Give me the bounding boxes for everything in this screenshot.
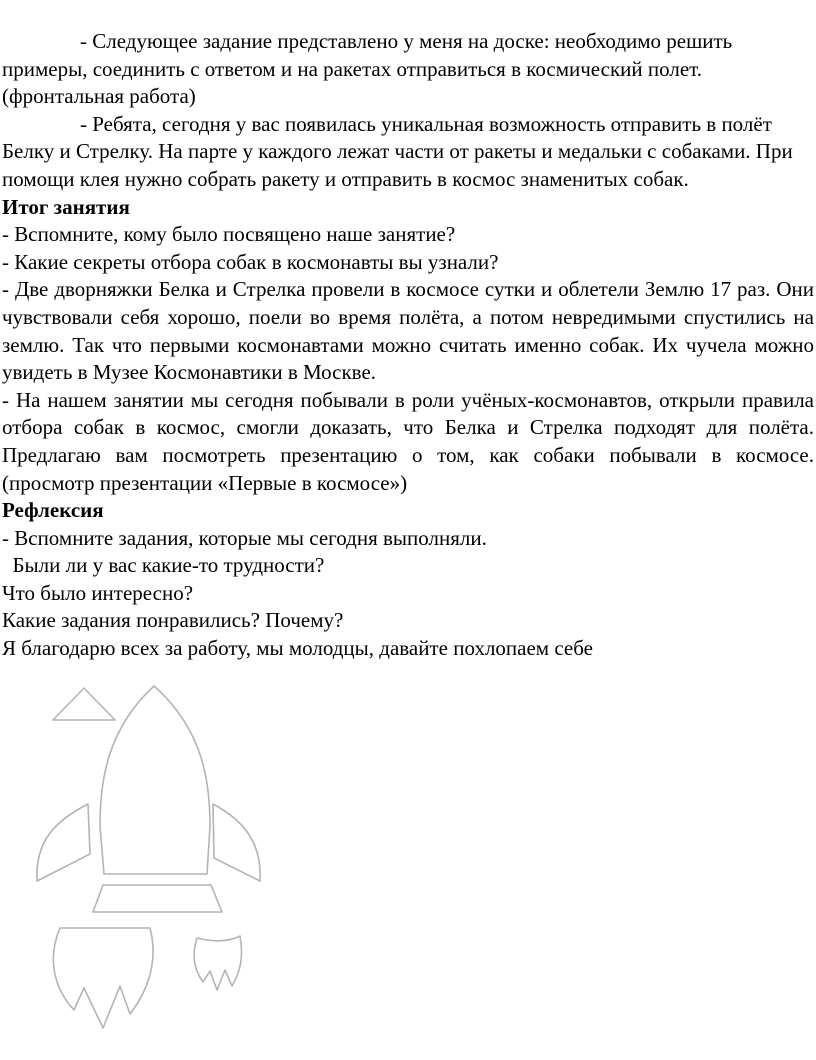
- reflection-line-5: Я благодарю всех за работу, мы молодцы, давайте похлопаем себе: [2, 636, 593, 661]
- rocket-triangle-piece: [53, 688, 115, 720]
- rocket-parts-illustration: [0, 676, 300, 1056]
- reflection-line-1: - Вспомните задания, которые мы сегодня выполняли.: [2, 525, 487, 550]
- rocket-left-fin-piece: [37, 804, 90, 881]
- summary-paragraph-lesson: - На нашем занятии мы сегодня побывали в роли учёных-космонавтов, открыли правила отбора собак в космос, смогли доказать, что Белка и Стрелка подходят для полёта. Предлагаю вам посмотреть презентацию о том, как собаки побывали в космосе. (просмотр презентации «Первые в космосе»): [2, 387, 814, 495]
- rocket-body-piece: [100, 686, 210, 874]
- reflection-line-3: Что было интересно?: [2, 580, 194, 605]
- reflection-line-4: Какие задания понравились? Почему?: [2, 608, 344, 633]
- rocket-small-flame-piece: [194, 936, 242, 990]
- summary-heading: Итог занятия: [2, 194, 130, 219]
- rocket-base-piece: [93, 885, 222, 912]
- rocket-right-fin-piece: [213, 804, 260, 881]
- task-paragraph: - Следующее задание представлено у меня на доске: необходимо решить примеры, соединить с ответом и на ракетах отправиться в космический полет. (фронтальная работа): [2, 29, 733, 109]
- summary-paragraph-dogs: - Две дворняжки Белка и Стрелка провели в космосе сутки и облетели Землю 17 раз. Они чувствовали себя хорошо, поели во время полёта, а потом невредимыми спустились на землю. Так что первыми космонавтами можно считать именно собак. Их чучела можно увидеть в Музее Космонавтики в Москве.: [2, 277, 814, 385]
- rocket-task-paragraph: - Ребята, сегодня у вас появилась уникальная возможность отправить в полёт Белку и Стрелку. На парте у каждого лежат части от ракеты и медальки с собаками. При помощи клея нужно собрать ракету и отправить в космос знаменитых собак.: [2, 111, 793, 191]
- rocket-large-flame-piece: [53, 928, 153, 1028]
- document-page: [2, 28, 814, 663]
- summary-question-1: - Вспомните, кому было посвящено наше занятие?: [2, 222, 456, 247]
- reflection-line-2: Были ли у вас какие-то трудности?: [2, 553, 325, 578]
- reflection-heading: Рефлексия: [2, 498, 104, 523]
- summary-question-2: - Какие секреты отбора собак в космонавты вы узнали?: [2, 249, 499, 274]
